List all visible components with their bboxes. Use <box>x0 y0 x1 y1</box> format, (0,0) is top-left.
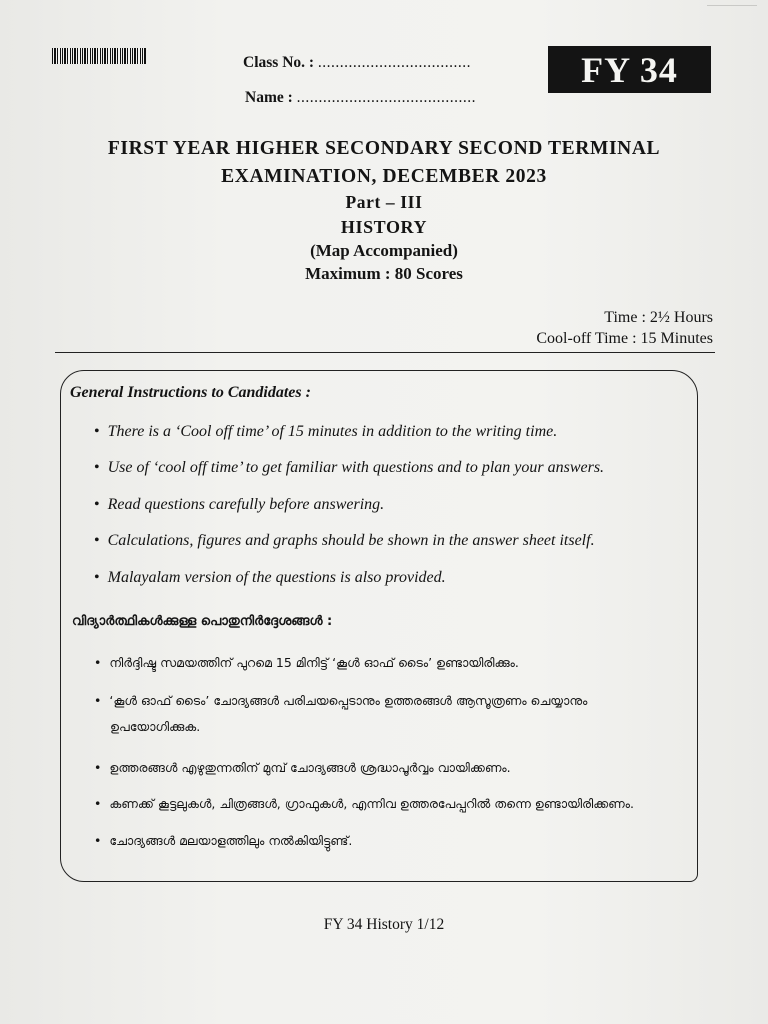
malayalam-instruction-continuation: ഉപയോഗിക്കുക. <box>110 719 201 734</box>
malayalam-instruction-text: ഉത്തരങ്ങൾ എഴുതുന്നതിന് മുമ്പ് ചോദ്യങ്ങൾ ശ്രദ്ധാപൂർവ്വം വായിക്കണം. <box>109 760 511 775</box>
exam-title-line1: FIRST YEAR HIGHER SECONDARY SECOND TERMINAL <box>107 138 661 159</box>
exam-subject: HISTORY <box>340 217 428 237</box>
malayalam-instruction-text: ‘കൂൾ ഓഫ് ടൈം’ ചോദ്യങ്ങൾ പരിചയപ്പെടാനും ഉത്തരങ്ങൾ ആസൂത്രണം ചെയ്യാനും <box>109 693 588 708</box>
malayalam-instruction-text: കണക്ക് കൂട്ടലുകൾ, ചിത്രങ്ങൾ, ഗ്രാഫുകൾ, എന്നിവ ഉത്തരപേപ്പറിൽ തന്നെ ഉണ്ടായിരിക്കണം. <box>109 796 634 811</box>
page-footer: FY 34 History 1/12 <box>323 916 445 933</box>
malayalam-instruction-item <box>94 650 704 676</box>
header-divider <box>55 352 715 353</box>
instruction-item: • Calculations, figures and graphs should be shown in the answer sheet itself. <box>94 532 595 550</box>
cool-off-time: Cool-off Time : 15 Minutes <box>536 330 713 347</box>
exam-max-score: Maximum : 80 Scores <box>305 264 463 283</box>
exam-title-line2: EXAMINATION, DECEMBER 2023 <box>221 166 547 187</box>
class-no-label: Class No. : <box>243 54 315 71</box>
malayalam-instruction-text: നിർദ്ദിഷ്ട സമയത്തിന് പുറമെ 15 മിനിട്ട് ‘കൂൾ ഓഫ് ടൈം’ ഉണ്ടായിരിക്കും. <box>109 655 519 670</box>
malayalam-instruction-item <box>94 791 704 817</box>
class-no-field <box>243 54 471 72</box>
instruction-item: • Read questions carefully before answering. <box>94 496 384 514</box>
page-edge-mark <box>707 0 757 6</box>
name-field <box>245 89 476 107</box>
malayalam-instruction-item <box>94 828 704 854</box>
paper-code-badge: FY 34 <box>548 46 711 93</box>
malayalam-instructions-title: വിദ്യാർത്ഥികൾക്കുള്ള പൊതുനിർദ്ദേശങ്ങൾ : <box>72 614 333 629</box>
instruction-item: • Malayalam version of the questions is also provided. <box>94 569 446 587</box>
malayalam-instruction-item <box>94 755 704 781</box>
malayalam-instruction-item <box>94 688 704 740</box>
exam-part: Part – III <box>345 192 423 212</box>
barcode <box>52 48 146 64</box>
name-label: Name : <box>245 89 293 106</box>
exam-note: (Map Accompanied) <box>310 241 458 260</box>
instruction-item: • There is a ‘Cool off time’ of 15 minutes in addition to the writing time. <box>94 423 557 441</box>
time-duration: Time : 2½ Hours <box>604 309 713 326</box>
instructions-title: General Instructions to Candidates : <box>70 384 311 401</box>
malayalam-instruction-text: ചോദ്യങ്ങൾ മലയാളത്തിലും നൽകിയിട്ടുണ്ട്. <box>109 833 353 848</box>
name-dots: ......................................... <box>296 89 477 106</box>
instruction-item: • Use of ‘cool off time’ to get familiar with questions and to plan your answers. <box>94 459 604 477</box>
class-no-dots: ................................... <box>317 54 472 71</box>
